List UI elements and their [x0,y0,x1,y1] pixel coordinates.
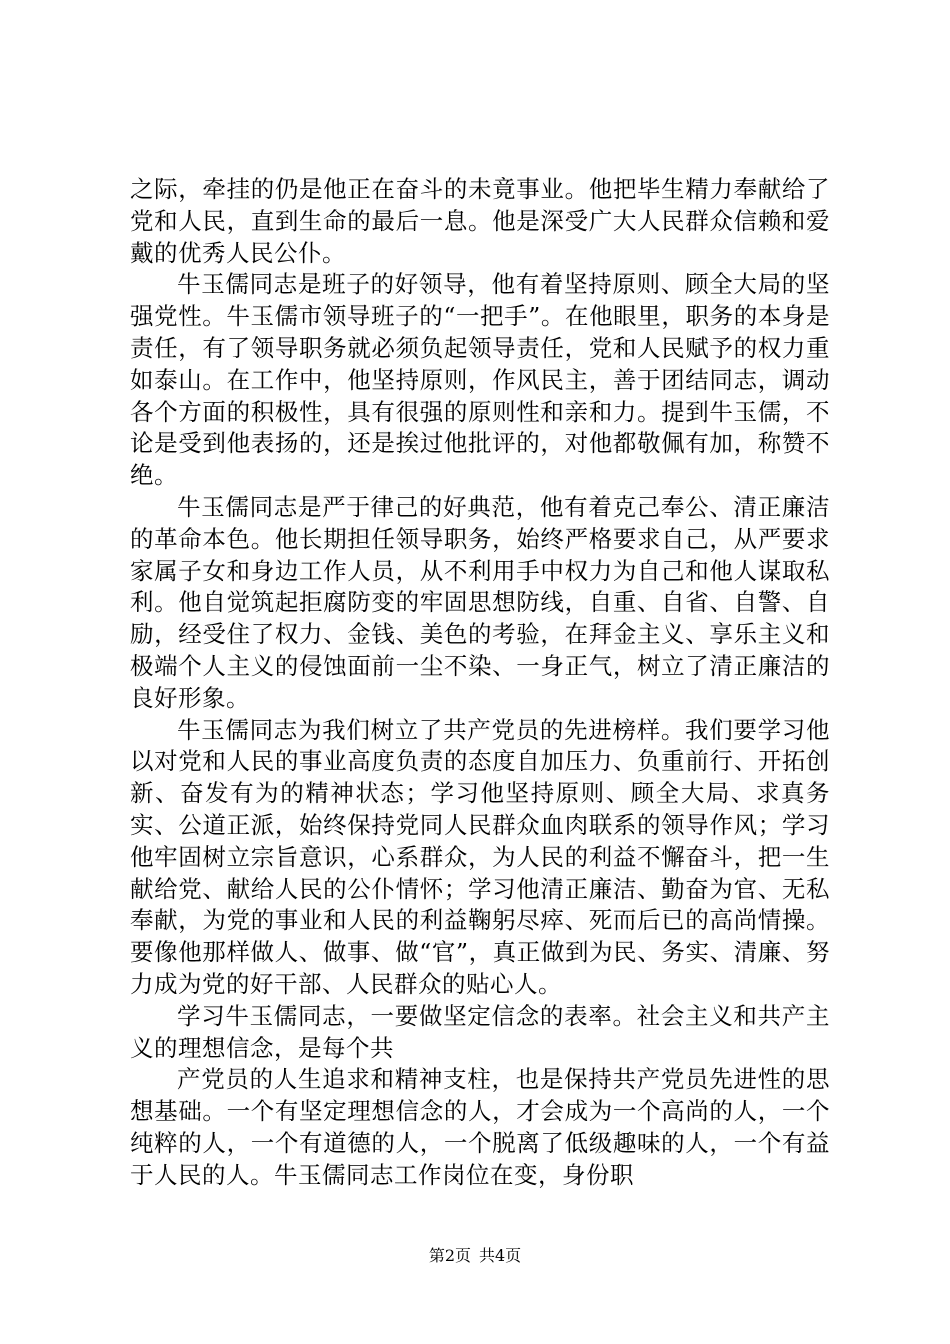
document-body [130,174,830,1192]
page-footer [0,1246,950,1266]
paragraph-5: 学习牛玉儒同志，一要做坚定信念的表率。社会主义和共产主义的理想信念，是每个共 [130,1001,830,1062]
paragraph-3: 牛玉儒同志是严于律己的好典范，他有着克己奉公、清正廉洁的革命本色。他长期担任领导职务，始终严格要求自己，从严要求家属子女和身边工作人员，从不利用手中权力为自己和他人谋取私利。他自觉筑起拒腐防变的牢固思想防线，自重、自省、自警、自励，经受住了权力、金钱、美色的考验，在拜金主义、享乐主义和极端个人主义的侵蚀面前一尘不染、一身正气，树立了清正廉洁的良好形象。 [130,492,830,712]
paragraph-1: 之际，牵挂的仍是他正在奋斗的未竟事业。他把毕生精力奉献给了党和人民，直到生命的最后一息。他是深受广大人民群众信赖和爱戴的优秀人民公仆。 [130,175,830,267]
paragraph-4: 牛玉儒同志为我们树立了共产党员的先进榜样。我们要学习他以对党和人民的事业高度负责的态度自加压力、负重前行、开拓创新、奋发有为的精神状态；学习他坚持原则、顾全大局、求真务实、公道正派，始终保持党同人民群众血肉联系的领导作风；学习他牢固树立宗旨意识，心系群众，为人民的利益不懈奋斗，把一生献给党、献给人民的公仆情怀；学习他清正廉洁、勤奋为官、无私奉献，为党的事业和人民的利益鞠躬尽瘁、死而后已的高尚情操。要像他那样做人、做事、做“官”，真正做到为民、务实、清廉、努力成为党的好干部、人民群众的贴心人。 [130,715,830,998]
page-number: 第2页 [428,1246,471,1265]
page-total: 共4页 [479,1246,522,1265]
paragraph-2: 牛玉儒同志是班子的好领导，他有着坚持原则、顾全大局的坚强党性。牛玉儒市领导班子的“一把手”。在他眼里，职务的本身是责任，有了领导职务就必须负起领导责任，党和人民赋予的权力重如泰山。在工作中，他坚持原则，作风民主，善于团结同志，调动各个方面的积极性，具有很强的原则性和亲和力。提到牛玉儒，不论是受到他表扬的，还是挨过他批评的，对他都敬佩有加，称赞不绝。 [130,270,830,490]
paragraph-6: 产党员的人生追求和精神支柱，也是保持共产党员先进性的思想基础。一个有坚定理想信念的人，才会成为一个高尚的人，一个纯粹的人，一个有道德的人，一个脱离了低级趣味的人，一个有益于人民的人。牛玉儒同志工作岗位在变，身份职 [130,1065,830,1189]
